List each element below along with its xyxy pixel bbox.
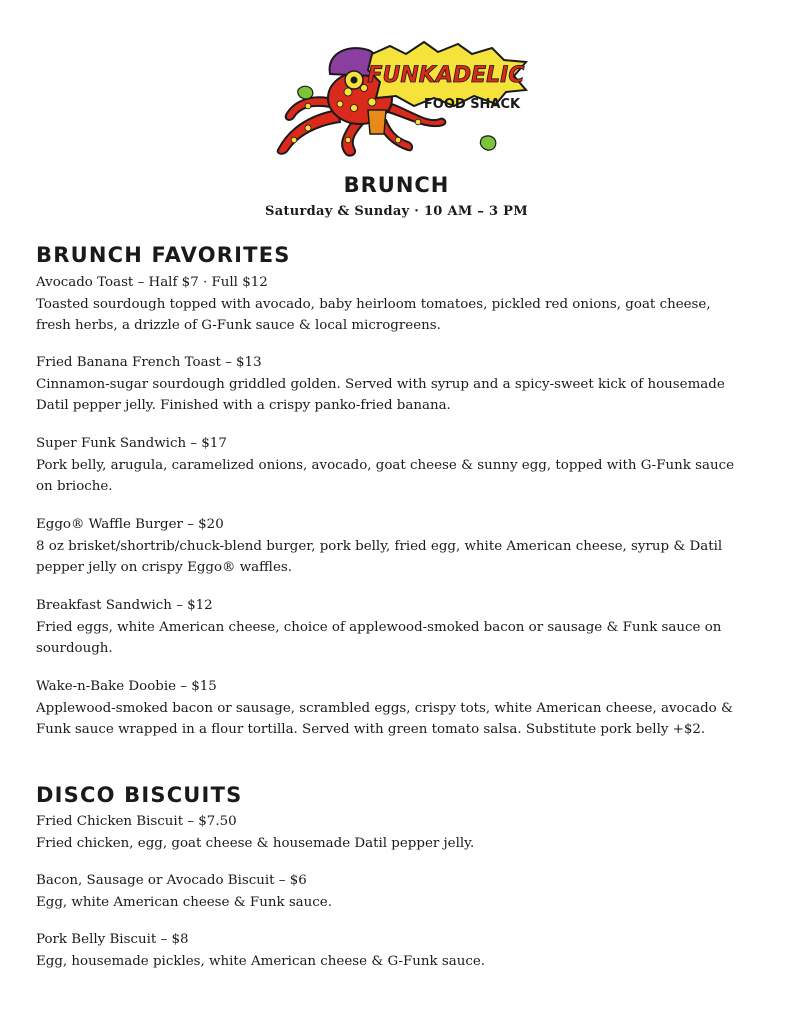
menu-item-description: Toasted sourdough topped with avocado, baby heirloom tomatoes, pickled red onions, goat cheese, fresh herbs, a drizzle of G-Funk sauce & local microgreens. [36, 296, 711, 333]
menu-item-name: Pork Belly Biscuit – $8 [36, 932, 189, 947]
svg-text:FOOD SHACK: FOOD SHACK [423, 97, 521, 112]
menu-item-name: Wake-n-Bake Doobie – $15 [36, 679, 217, 694]
menu-item-description: Fried eggs, white American cheese, choice of applewood-smoked bacon or sausage & Funk sauce on sourdough. [36, 619, 722, 656]
page-title: BRUNCH [343, 173, 450, 197]
menu-item-name: Avocado Toast – Half $7 · Full $12 [36, 275, 268, 290]
menu-item-description: 8 oz brisket/shortrib/chuck-blend burger, pork belly, fried egg, white American cheese, syrup & Datil pepper jelly on crispy Eggo® waffles. [36, 538, 723, 575]
menu-item-name: Bacon, Sausage or Avocado Biscuit – $6 [36, 873, 307, 888]
svg-text:FUNKADELIC: FUNKADELIC [367, 63, 525, 88]
menu-item [36, 514, 748, 579]
hours-subtitle: Saturday & Sunday · 10 AM – 3 PM [265, 204, 528, 219]
menu-item [36, 811, 748, 854]
section-title-brunch-favorites: BRUNCH FAVORITES [36, 243, 291, 267]
menu-item [36, 676, 748, 741]
menu-item-description: Pork belly, arugula, caramelized onions, avocado, goat cheese & sunny egg, topped with G-Funk sauce on brioche. [36, 457, 735, 494]
menu-item [36, 433, 748, 498]
section-title-disco-biscuits: DISCO BISCUITS [36, 783, 243, 807]
menu-item-description: Egg, housemade pickles, white American cheese & G-Funk sauce. [36, 953, 486, 969]
menu-item-name: Eggo® Waffle Burger – $20 [36, 517, 224, 532]
menu-item-description: Cinnamon-sugar sourdough griddled golden. Served with syrup and a spicy-sweet kick of housemade Datil pepper jelly. Finished with a crispy panko-fried banana. [36, 376, 725, 413]
funkadelic-food-shack-logo [268, 40, 530, 158]
menu-item-name: Breakfast Sandwich – $12 [36, 598, 213, 613]
menu-item [36, 352, 748, 417]
menu-item [36, 595, 748, 660]
menu-item-description: Fried chicken, egg, goat cheese & housemade Datil pepper jelly. [36, 835, 475, 851]
menu-item [36, 272, 748, 337]
menu-item-description: Egg, white American cheese & Funk sauce. [36, 894, 332, 910]
menu-item [36, 870, 748, 913]
menu-item-description: Applewood-smoked bacon or sausage, scrambled eggs, crispy tots, white American cheese, avocado & Funk sauce wrapped in a flour tortilla. Served with green tomato salsa. Substitute pork belly +$2. [36, 700, 733, 737]
menu-item-name: Fried Chicken Biscuit – $7.50 [36, 814, 237, 829]
menu-item-name: Fried Banana French Toast – $13 [36, 355, 262, 370]
menu-item-name: Super Funk Sandwich – $17 [36, 436, 227, 451]
menu-item [36, 929, 748, 972]
